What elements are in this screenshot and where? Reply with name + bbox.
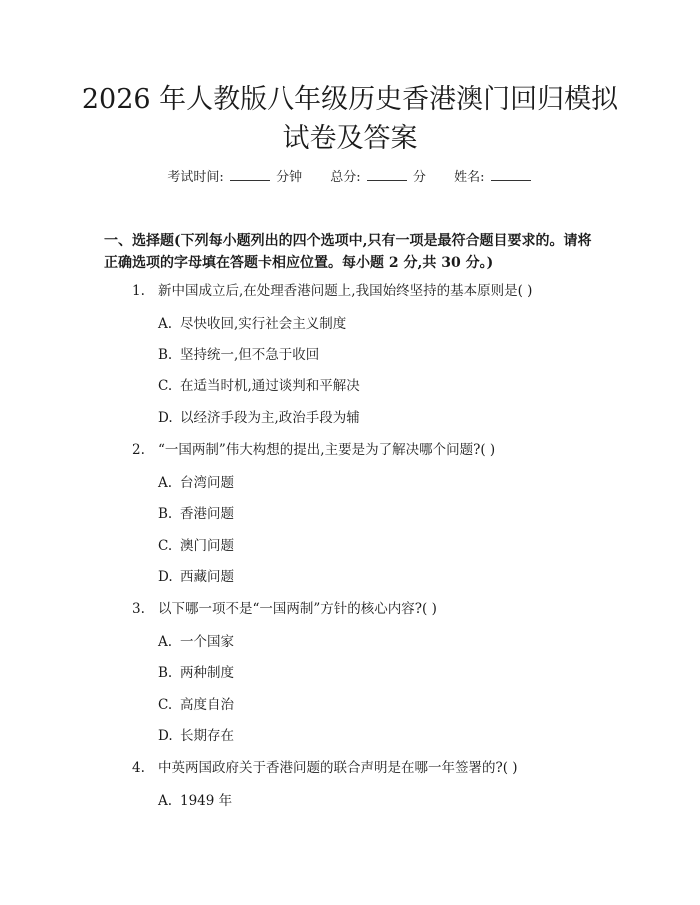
option-text: 在适当时机,通过谈判和平解决 <box>180 378 360 394</box>
option-letter: B. <box>158 665 173 681</box>
option-letter: C. <box>158 538 173 554</box>
exam-time-field <box>167 170 306 185</box>
option-3c[interactable] <box>158 696 234 714</box>
option-text: 尽快收回,实行社会主义制度 <box>180 316 347 332</box>
option-2a[interactable] <box>158 474 234 492</box>
option-letter: B. <box>158 506 173 522</box>
question-text: “一国两制”伟大构想的提出,主要是为了解决哪个问题?( ) <box>158 442 496 458</box>
option-1d[interactable] <box>158 409 360 427</box>
question-number: 2. <box>132 442 145 458</box>
total-score-label: 总分: <box>330 170 361 185</box>
option-2b[interactable] <box>158 505 234 523</box>
question-text: 中英两国政府关于香港问题的联合声明是在哪一年签署的?( ) <box>158 760 518 776</box>
student-name-blank[interactable] <box>491 168 531 181</box>
option-letter: B. <box>158 347 173 363</box>
option-text: 澳门问题 <box>180 538 234 554</box>
question-text: 以下哪一项不是“一国两制”方针的核心内容?( ) <box>158 601 437 617</box>
option-text: 坚持统一,但不急于收回 <box>180 347 320 363</box>
option-text: 长期存在 <box>180 728 234 744</box>
question-number: 4. <box>132 760 145 776</box>
question-3 <box>132 600 437 618</box>
option-2d[interactable] <box>158 568 234 586</box>
option-1a[interactable] <box>158 315 346 333</box>
exam-info-row <box>0 168 700 187</box>
question-number: 1. <box>132 283 145 299</box>
option-text: 两种制度 <box>180 665 234 681</box>
exam-time-unit: 分钟 <box>276 170 303 185</box>
exam-time-blank[interactable] <box>230 168 270 181</box>
question-text: 新中国成立后,在处理香港问题上,我国始终坚持的基本原则是( ) <box>158 283 533 299</box>
option-3d[interactable] <box>158 727 234 745</box>
option-2c[interactable] <box>158 537 234 555</box>
option-letter: A. <box>158 793 173 809</box>
question-number: 3. <box>132 601 145 617</box>
total-score-blank[interactable] <box>367 168 407 181</box>
question-1 <box>132 282 532 300</box>
option-text: 西藏问题 <box>180 569 234 585</box>
exam-time-label: 考试时间: <box>167 170 224 185</box>
option-text: 高度自治 <box>180 697 234 713</box>
student-name-label: 姓名: <box>454 170 485 185</box>
student-name-field <box>454 170 533 185</box>
page-title-line2: 试卷及答案 <box>282 123 418 154</box>
section-heading: 一、选择题(下列每小题列出的四个选项中,只有一项是最符合题目要求的。请将正确选项的字母填在答题卡相应位置。每小题 2 分,共 30 分。) <box>104 233 592 271</box>
option-4a[interactable] <box>158 792 232 810</box>
option-text: 一个国家 <box>180 634 234 650</box>
option-letter: D. <box>158 410 173 426</box>
option-letter: D. <box>158 728 173 744</box>
option-1c[interactable] <box>158 377 360 395</box>
question-4 <box>132 759 518 777</box>
option-text: 台湾问题 <box>180 475 234 491</box>
option-text: 以经济手段为主,政治手段为辅 <box>180 410 360 426</box>
option-3b[interactable] <box>158 664 234 682</box>
option-1b[interactable] <box>158 346 319 364</box>
option-letter: A. <box>158 316 173 332</box>
option-letter: C. <box>158 378 173 394</box>
option-letter: A. <box>158 475 173 491</box>
total-score-unit: 分 <box>412 170 426 185</box>
option-text: 香港问题 <box>180 506 234 522</box>
total-score-field <box>330 170 430 185</box>
option-letter: A. <box>158 634 173 650</box>
option-3a[interactable] <box>158 633 234 651</box>
question-2 <box>132 441 495 459</box>
option-letter: C. <box>158 697 173 713</box>
page-title-line1: 2026 年人教版八年级历史香港澳门回归模拟 <box>81 84 619 115</box>
option-letter: D. <box>158 569 173 585</box>
option-text: 1949 年 <box>180 793 233 809</box>
